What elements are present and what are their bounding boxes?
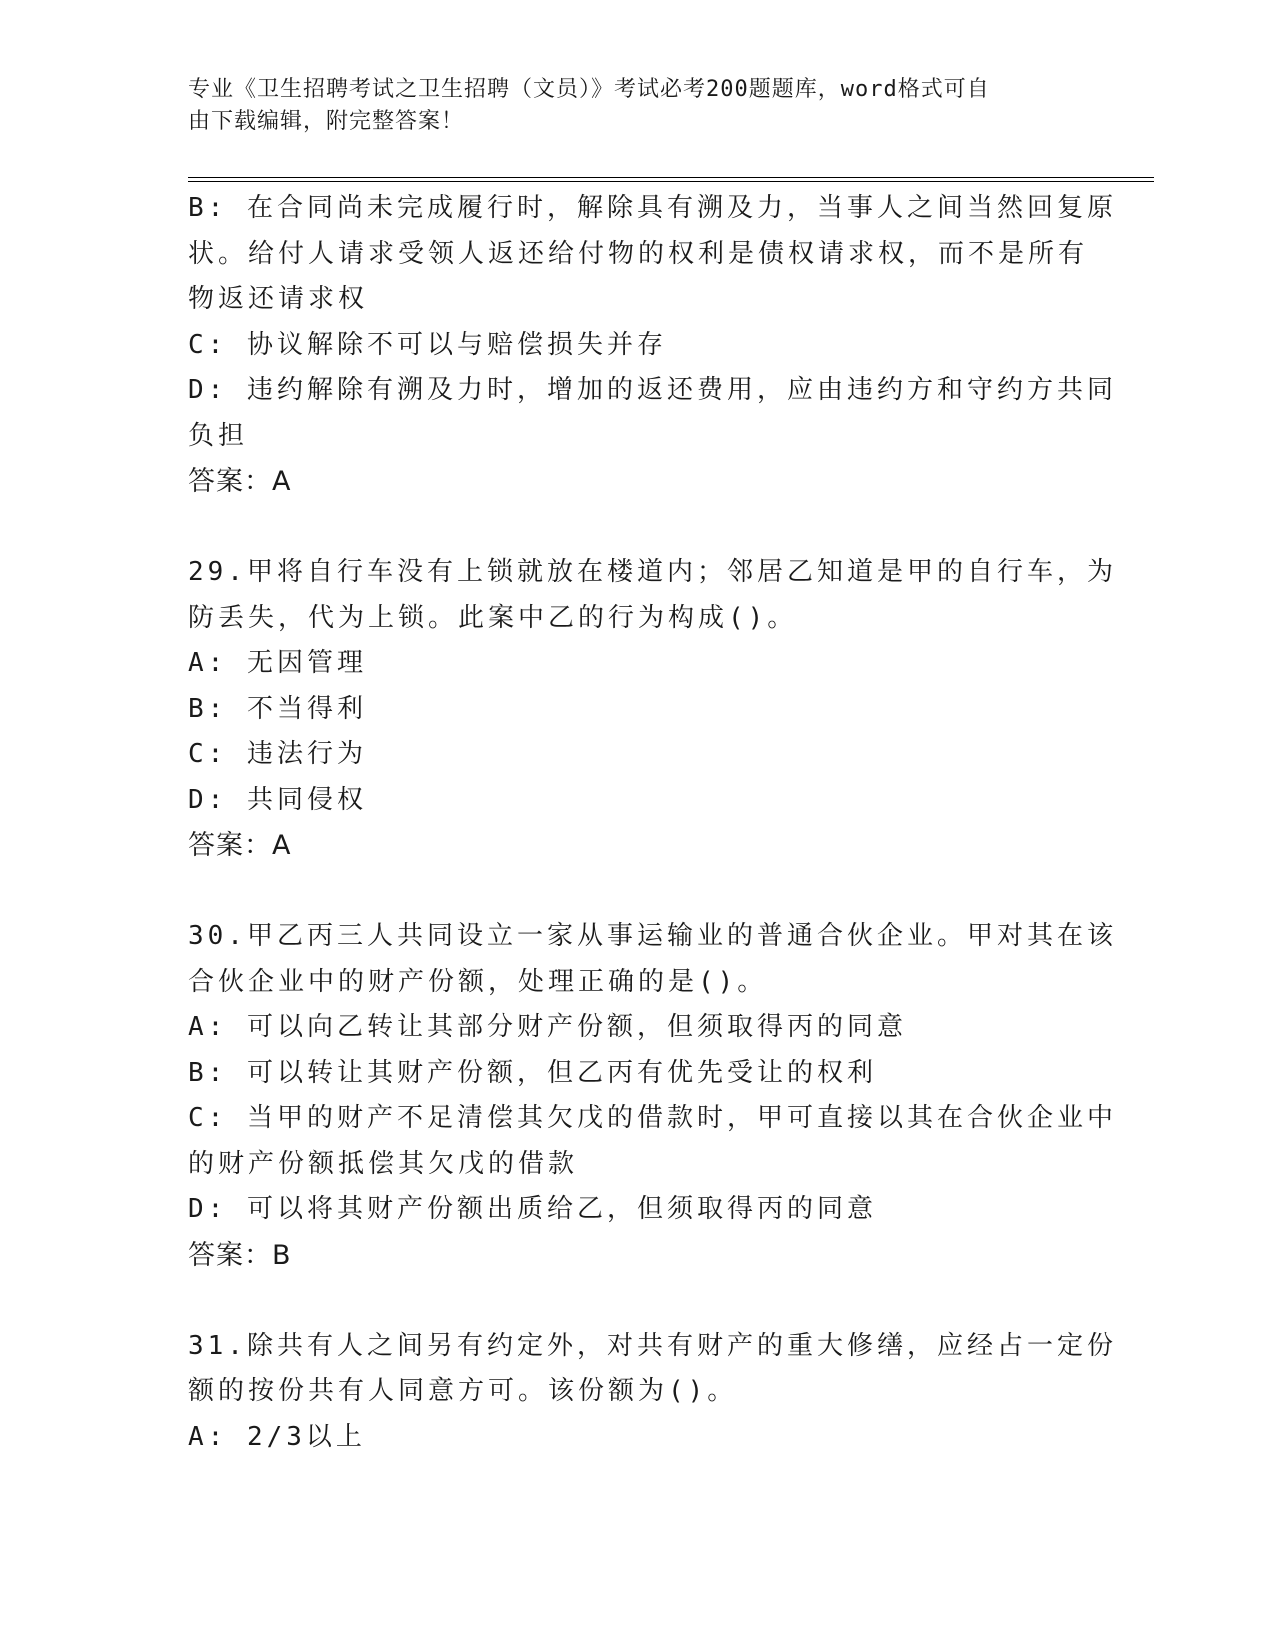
option-c: C: 协议解除不可以与赔偿损失并存 [188,329,667,360]
option-b: B: 不当得利 [188,693,367,724]
question-content [188,186,1117,1460]
option-d-line-2: 负担 [188,420,249,451]
question-stem-line-1: 31.除共有人之间另有约定外，对共有财产的重大修缮，应经占一定份 [188,1330,1117,1361]
answer: 答案：B [188,1239,292,1271]
document-header [188,74,1088,138]
option-c-line-2: 的财产份额抵偿其欠戊的借款 [188,1148,579,1179]
option-a: A: 2/3以上 [188,1421,366,1452]
header-title-line-2: 由下载编辑，附完整答案！ [188,109,465,134]
question-stem-line-2: 防丢失，代为上锁。此案中乙的行为构成()。 [188,602,798,633]
question-stem-line-1: 29.甲将自行车没有上锁就放在楼道内；邻居乙知道是甲的自行车，为 [188,557,1117,587]
option-b-line-2: 状。给付人请求受领人返还给付物的权利是债权请求权，而不是所有 [188,238,1089,269]
question-stem-line-1: 30.甲乙丙三人共同设立一家从事运输业的普通合伙企业。甲对其在该 [188,921,1117,951]
question-stem-line-2: 额的按份共有人同意方可。该份额为()。 [188,1376,738,1406]
option-b: B: 可以转让其财产份额，但乙丙有优先受让的权利 [188,1057,877,1088]
option-d-line-1: D: 违约解除有溯及力时，增加的返还费用，应由违约方和守约方共同 [188,375,1117,405]
spacer [188,505,1088,551]
spacer [188,869,1088,915]
prev-question-block [188,186,1117,505]
header-title-line-1: 专业《卫生招聘考试之卫生招聘（文员）》考试必考200题题库，word格式可自 [188,77,990,102]
answer: 答案：A [188,830,292,861]
option-d: D: 可以将其财产份额出质给乙，但须取得丙的同意 [188,1194,877,1224]
option-d: D: 共同侵权 [188,784,367,815]
spacer [188,1278,1088,1324]
question-31 [188,1324,1117,1461]
header-divider-bottom [188,181,1154,182]
question-stem-line-2: 合伙企业中的财产份额，处理正确的是()。 [188,966,768,997]
question-29 [188,550,1117,869]
option-a: A: 无因管理 [188,648,367,678]
answer: 答案：A [188,466,292,497]
option-b-line-1: B: 在合同尚未完成履行时，解除具有溯及力，当事人之间当然回复原 [188,193,1117,223]
header-divider-top [188,177,1154,178]
question-30 [188,914,1117,1278]
option-c-line-1: C: 当甲的财产不足清偿其欠戊的借款时，甲可直接以其在合伙企业中 [188,1103,1117,1133]
option-a: A: 可以向乙转让其部分财产份额，但须取得丙的同意 [188,1012,907,1042]
option-b-line-3: 物返还请求权 [188,284,369,314]
option-c: C: 违法行为 [188,739,367,769]
